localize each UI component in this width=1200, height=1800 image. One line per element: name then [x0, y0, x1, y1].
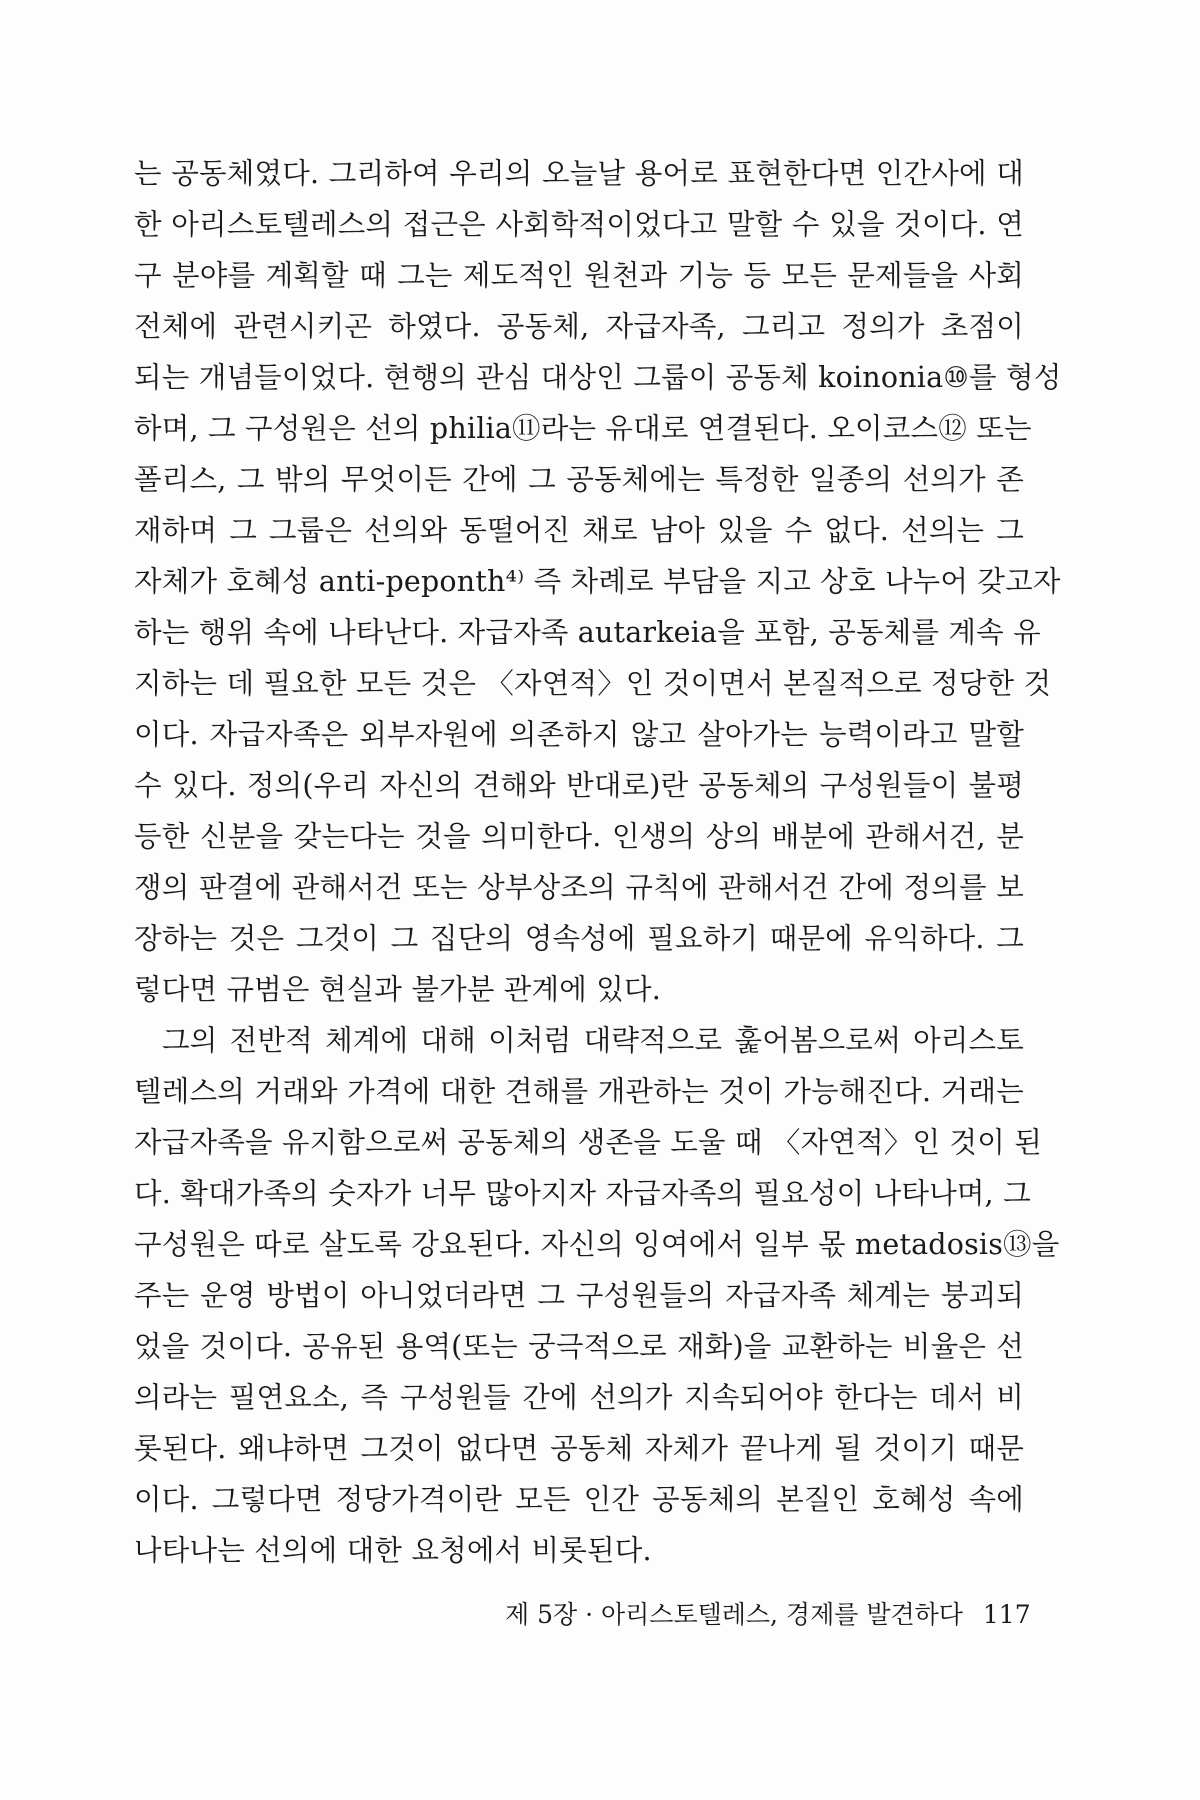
body-text — [134, 148, 1062, 1576]
text-line: 텔레스의 거래와 가격에 대한 견해를 개관하는 것이 가능해진다. 거래는 — [134, 1075, 1024, 1108]
text-line: 는 공동체였다. 그리하여 우리의 오늘날 용어로 표현한다면 인간사에 대 — [134, 157, 1024, 190]
text-line: 었을 것이다. 공유된 용역(또는 궁극적으로 재화)을 교환하는 비율은 선 — [134, 1330, 1024, 1363]
text-line: 의라는 필연요소, 즉 구성원들 간에 선의가 지속되어야 한다는 데서 비 — [134, 1381, 1024, 1414]
text-line: 자체가 호혜성 anti-peponth⁴⁾ 즉 차례로 부담을 지고 상호 나누어 갖고자 — [134, 565, 1061, 598]
paragraph-2 — [134, 1015, 1060, 1576]
text-line: 이다. 자급자족은 외부자원에 의존하지 않고 살아가는 능력이라고 말할 — [134, 718, 1024, 751]
text-line: 나타나는 선의에 대한 요청에서 비롯된다. — [134, 1534, 652, 1567]
page-number: 117 — [982, 1600, 1031, 1629]
text-line: 렇다면 규범은 현실과 불가분 관계에 있다. — [134, 973, 661, 1006]
text-line: 장하는 것은 그것이 그 집단의 영속성에 필요하기 때문에 유익하다. 그 — [134, 922, 1024, 955]
text-line: 다. 확대가족의 숫자가 너무 많아지자 자급자족의 필요성이 나타나며, 그 — [134, 1177, 1031, 1210]
text-line: 폴리스, 그 밖의 무엇이든 간에 그 공동체에는 특정한 일종의 선의가 존 — [134, 463, 1024, 496]
paragraph-1 — [134, 148, 1062, 1015]
text-line: 수 있다. 정의(우리 자신의 견해와 반대로)란 공동체의 구성원들이 불평 — [134, 769, 1024, 802]
text-line: 등한 신분을 갖는다는 것을 의미한다. 인생의 상의 배분에 관해서건, 분 — [134, 820, 1024, 853]
text-line: 구 분야를 계획할 때 그는 제도적인 원천과 기능 등 모든 문제들을 사회 — [134, 259, 1024, 292]
text-line: 되는 개념들이었다. 현행의 관심 대상인 그룹이 공동체 koinonia⑩를 형성 — [134, 361, 1062, 394]
text-line: 하며, 그 구성원은 선의 philia⑪라는 유대로 연결된다. 오이코스⑫ 또는 — [134, 412, 1032, 445]
text-line: 전체에 관련시키곤 하였다. 공동체, 자급자족, 그리고 정의가 초점이 — [134, 310, 1024, 343]
text-line: 구성원은 따로 살도록 강요된다. 자신의 잉여에서 일부 몫 metadosis⑬을 — [134, 1228, 1060, 1261]
text-line: 이다. 그렇다면 정당가격이란 모든 인간 공동체의 본질인 호혜성 속에 — [134, 1483, 1024, 1516]
text-line: 그의 전반적 체계에 대해 이처럼 대략적으로 훑어봄으로써 아리스토 — [162, 1024, 1024, 1057]
text-line: 한 아리스토텔레스의 접근은 사회학적이었다고 말할 수 있을 것이다. 연 — [134, 208, 1024, 241]
text-line: 하는 행위 속에 나타난다. 자급자족 autarkeia을 포함, 공동체를 계속 유 — [134, 616, 1041, 649]
text-line: 재하며 그 그룹은 선의와 동떨어진 채로 남아 있을 수 없다. 선의는 그 — [134, 514, 1024, 547]
text-line: 주는 운영 방법이 아니었더라면 그 구성원들의 자급자족 체계는 붕괴되 — [134, 1279, 1024, 1312]
text-line: 자급자족을 유지함으로써 공동체의 생존을 도울 때 〈자연적〉인 것이 된 — [134, 1126, 1042, 1159]
running-head: 제 5장 · 아리스토텔레스, 경제를 발견하다 — [505, 1600, 963, 1629]
text-line: 롯된다. 왜냐하면 그것이 없다면 공동체 자체가 끝나게 될 것이기 때문 — [134, 1432, 1024, 1465]
text-line: 지하는 데 필요한 모든 것은 〈자연적〉인 것이면서 본질적으로 정당한 것 — [134, 667, 1052, 700]
page-footer — [505, 1598, 1031, 1632]
text-line: 쟁의 판결에 관해서건 또는 상부상조의 규칙에 관해서건 간에 정의를 보 — [134, 871, 1024, 904]
